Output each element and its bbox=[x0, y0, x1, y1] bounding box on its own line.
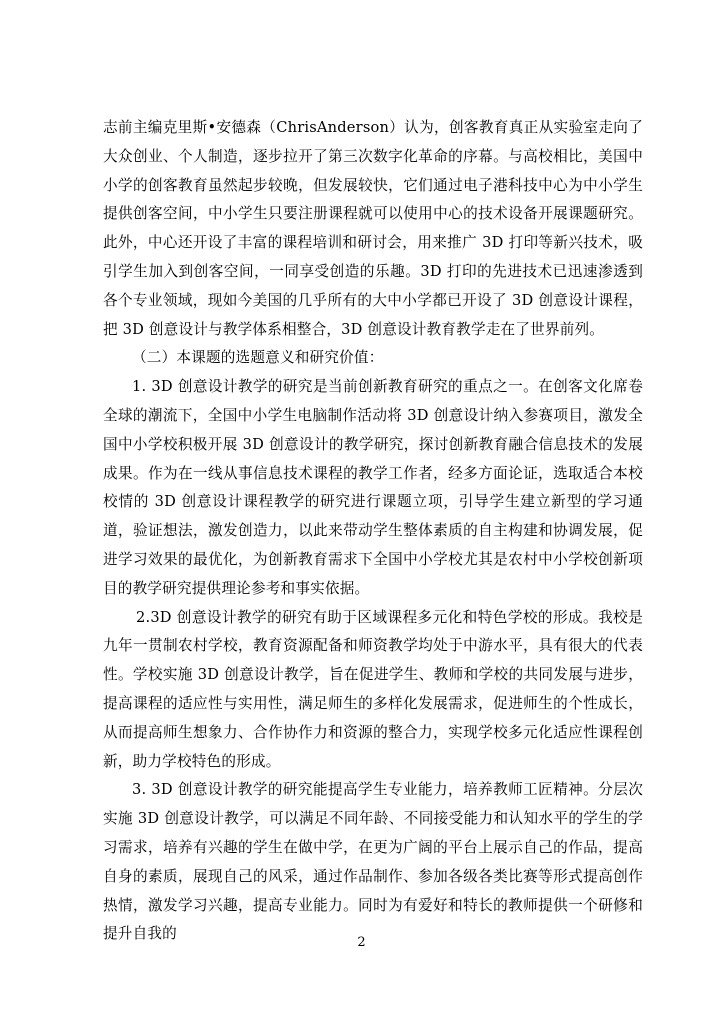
paragraph-item-1: 1. 3D 创意设计教学的研究是当前创新教育研究的重点之一。在创客文化席卷全球的潮流下，全国中小学生电脑制作活动将 3D 创意设计纳入参赛项目，激发全国中小学校积极开展 3D 创意设计的教学研究，探讨创新教育融合信息技术的发展成果。作为在一线从事信息技术课程的教学工作者，经多方面论证，选取适合本校校情的 3D 创意设计课程教学的研究进行课题立项，引导学生建立新型的学习通道，验证想法，激发创造力，以此来带动学生整体素质的自主构建和协调发展，促进学习效果的最优化，为创新教育需求下全国中小学校尤其是农村中小学校创新项目的教学研究提供理论参考和事实依据。 bbox=[103, 378, 643, 597]
paragraph-item-2: 2.3D 创意设计教学的研究有助于区域课程多元化和特色学校的形成。我校是九年一贯制农村学校，教育资源配备和师资教学均处于中游水平，具有很大的代表性。学校实施 3D 创意设计教学，旨在促进学生、教师和学校的共同发展与进步，提高课程的适应性与实用性，满足师生的多样化发展需求，促进师生的个性成长，从而提高师生想象力、合作协作力和资源的整合力，实现学校多元化适应性课程创新，助力学校特色的形成。 bbox=[103, 608, 643, 770]
body-text bbox=[103, 114, 643, 949]
section-heading: （二）本课题的选题意义和研究价值： bbox=[132, 349, 384, 367]
paragraph-item-3: 3. 3D 创意设计教学的研究能提高学生专业能力，培养教师工匠精神。分层次实施 3D 创意设计教学，可以满足不同年龄、不同接受能力和认知水平的学生的学习需求，培养有兴趣的学生在做中学，在更为广阔的平台上展示自己的作品，提高自身的素质，展现自己的风采，通过作品制作、参加各级各类比赛等形式提高创作热情，激发学习兴趣，提高专业能力。同时为有爱好和特长的教师提供一个研修和提升自我的 bbox=[103, 781, 643, 943]
page-number: 2 bbox=[357, 935, 366, 950]
paragraph-continuation: 志前主编克里斯•安德森（ChrisAnderson）认为，创客教育真正从实验室走向了大众创业、个人制造，逐步拉开了第三次数字化革命的序幕。与高校相比，美国中小学的创客教育虽然起步较晚，但发展较快，它们通过电子港科技中心为中小学生提供创客空间，中小学生只要注册课程就可以使用中心的技术设备开展课题研究。此外，中心还开设了丰富的课程培训和研讨会，用来推广 3D 打印等新兴技术，吸引学生加入到创客空间，一同享受创造的乐趣。3D 打印的先进技术已迅速渗透到各个专业领域，现如今美国的几乎所有的大中小学都已开设了 3D 创意设计课程，把 3D 创意设计与教学体系相整合，3D 创意设计教育教学走在了世界前列。 bbox=[103, 119, 643, 338]
